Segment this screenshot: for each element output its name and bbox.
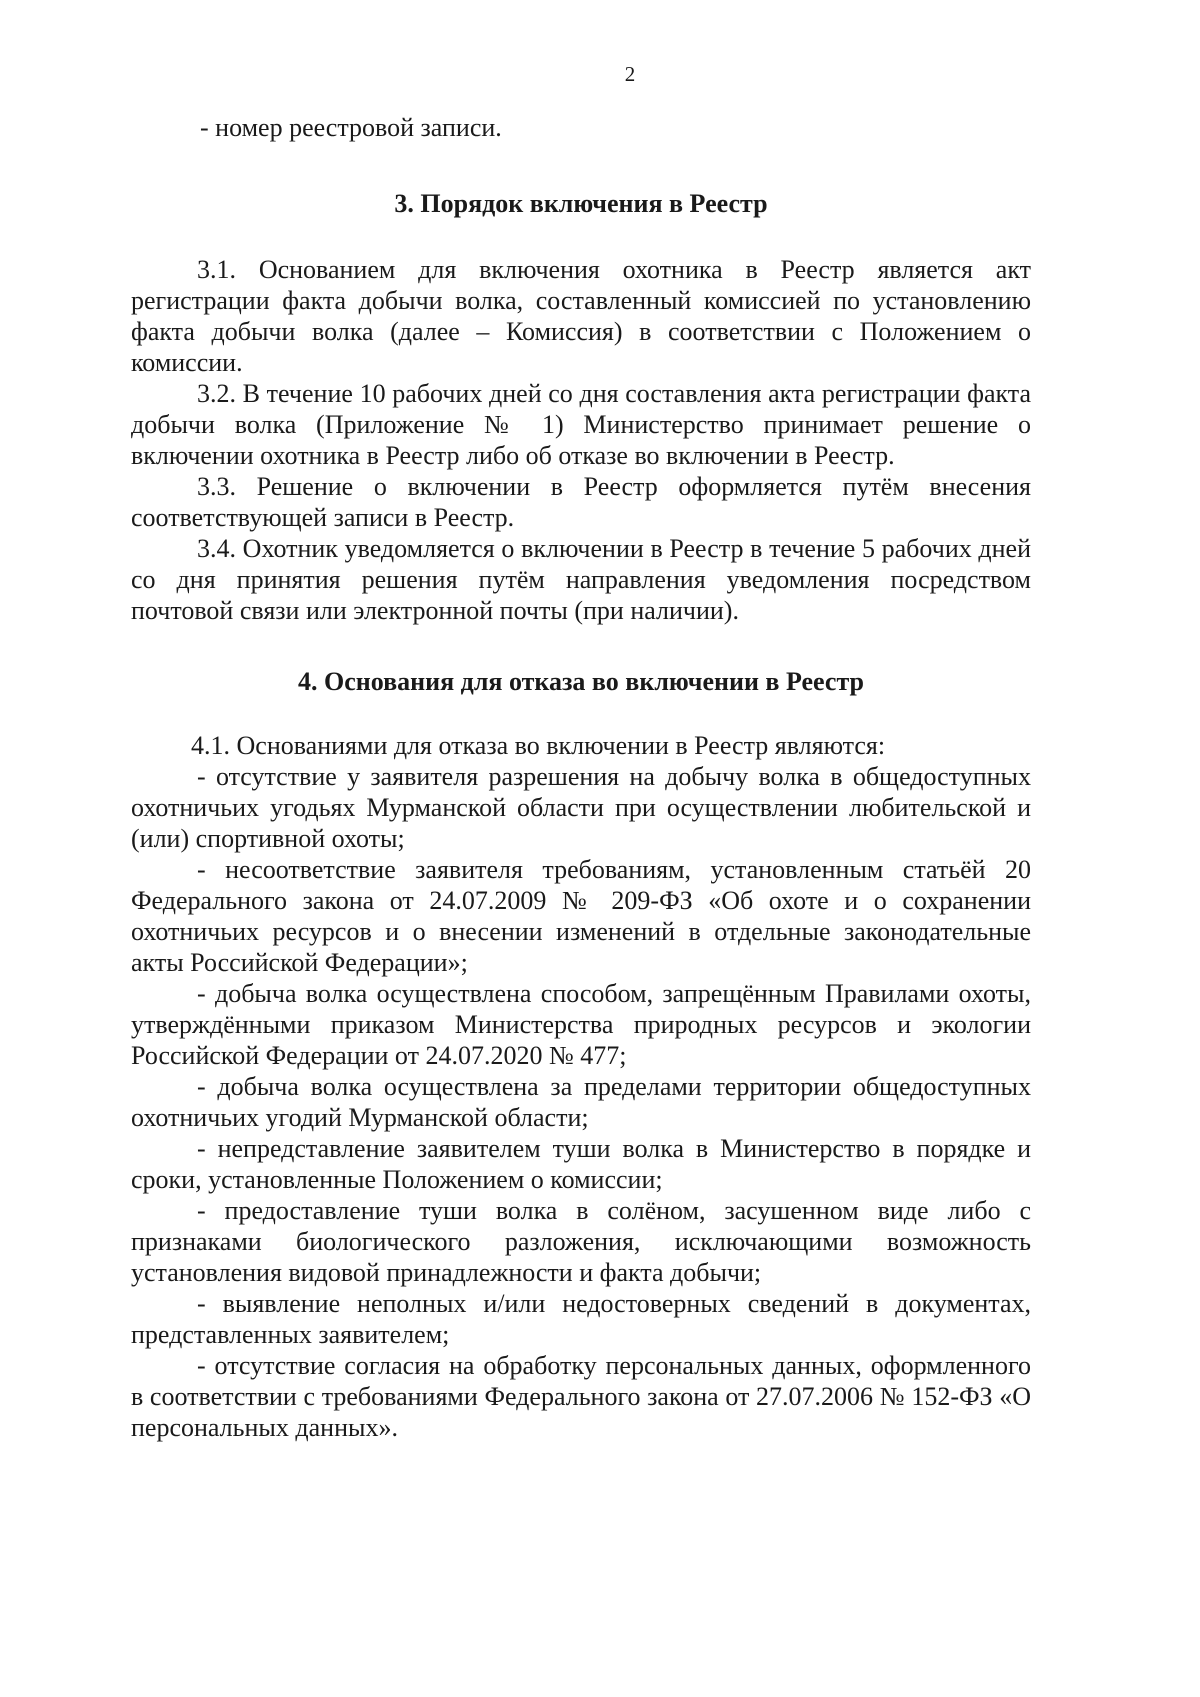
page-number: 2	[624, 62, 636, 86]
paragraph-4-1-lead: 4.1. Основаниями для отказа во включении в Реестр являются:	[191, 731, 886, 760]
paragraph-3-1: 3.1. Основанием для включения охотника в Реестр является акт регистрации факта добычи волка, составленный комиссией по установлению факта добычи волка (далее – Комиссия) в соответствии с Положением о комиссии.	[131, 255, 1031, 377]
list-item: - выявление неполных и/или недостоверных сведений в документах, представленных заявителем;	[131, 1289, 1031, 1349]
list-item: - отсутствие у заявителя разрешения на добычу волка в общедоступных охотничьих угодьях Мурманской области при осуществлении любительской и (или) спортивной охоты;	[131, 762, 1031, 853]
paragraph-3-4: 3.4. Охотник уведомляется о включении в Реестр в течение 5 рабочих дней со дня принятия решения путём направления уведомления посредством почтовой связи или электронной почты (при наличии).	[131, 534, 1031, 625]
list-item: - предоставление туши волка в солёном, засушенном виде либо с признаками биологического разложения, исключающими возможность установления видовой принадлежности и факта добычи;	[131, 1196, 1031, 1287]
section-3-body	[131, 254, 1031, 626]
list-item: - добыча волка осуществлена способом, запрещённым Правилами охоты, утверждёнными приказом Министерства природных ресурсов и экологии Российской Федерации от 24.07.2020 № 477;	[131, 979, 1031, 1070]
list-item: - несоответствие заявителя требованиям, установленным статьёй 20 Федерального закона от 24.07.2009 № 209-ФЗ «Об охоте и о сохранении охотничьих ресурсов и о внесении изменений в отдельные законодательные акты Российской Федерации»;	[131, 855, 1031, 977]
paragraph-3-2: 3.2. В течение 10 рабочих дней со дня составления акта регистрации факта добычи волка (Приложение № 1) Министерство принимает решение о включении охотника в Реестр либо об отказе во включении в Реестр.	[131, 379, 1031, 470]
section-4-body	[131, 730, 1031, 1443]
list-item: - отсутствие согласия на обработку персональных данных, оформленного в соответствии с требованиями Федерального закона от 27.07.2006 № 152-ФЗ «О персональных данных».	[131, 1351, 1031, 1442]
paragraph-3-3: 3.3. Решение о включении в Реестр оформляется путём внесения соответствующей записи в Реестр.	[131, 472, 1031, 532]
section-3-heading: 3. Порядок включения в Реестр	[394, 189, 768, 218]
section-4-heading: 4. Основания для отказа во включении в Реестр	[298, 667, 864, 696]
document-body	[131, 112, 1031, 1443]
intro-line: - номер реестровой записи.	[200, 113, 502, 142]
list-item: - добыча волка осуществлена за пределами территории общедоступных охотничьих угодий Мурманской области;	[131, 1072, 1031, 1132]
list-item: - непредставление заявителем туши волка в Министерство в порядке и сроки, установленные Положением о комиссии;	[131, 1134, 1031, 1194]
